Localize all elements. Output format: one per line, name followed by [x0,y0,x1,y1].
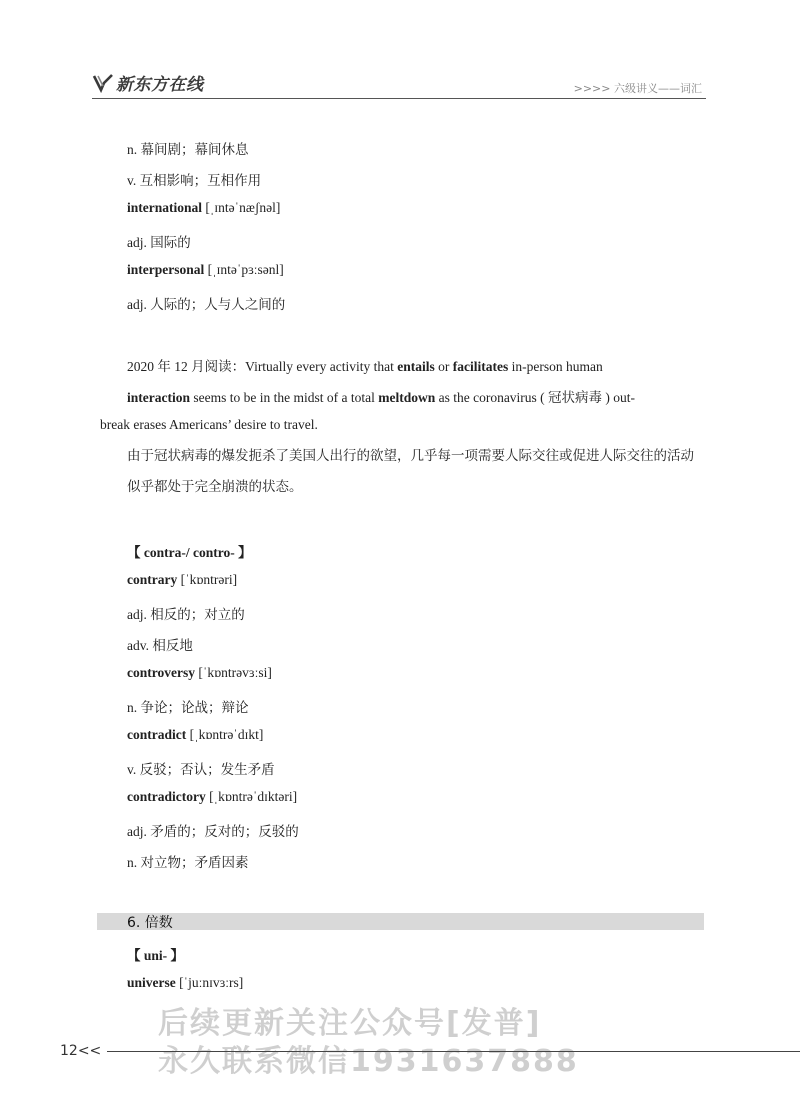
definition-line: adj. 相反的；对立的 [127,607,245,622]
headword: interpersonal [127,262,205,277]
page-number: 12<< [60,1043,102,1059]
headword: universe [127,975,176,990]
keyword: meltdown [378,390,436,405]
definition-line: adv. 相反地 [127,638,193,653]
phonetic: [ˌkɒntrəˈdɪktəri] [209,789,298,804]
headword: controversy [127,665,195,680]
page-header [92,66,706,99]
translation: 由于冠状病毒的爆发扼杀了美国人出行的欲望，几乎每一项需要人际交往或促进人际交往的活动似乎都处于完全崩溃的状态。 [127,448,694,494]
phonetic: [ˌɪntəˈpɜːsənl] [207,262,284,277]
word-entry [127,262,284,278]
keyword: interaction [127,390,190,405]
word-entry [127,572,237,588]
definition-line: n. 对立物；矛盾因素 [127,855,249,870]
headword: international [127,200,203,215]
phonetic: [ˈjuːnɪvɜːrs] [179,975,244,990]
phonetic: [ˈkɒntrəri] [180,572,238,587]
definition-line: n. 争论；论战；辩论 [127,700,249,715]
keyword: entails [397,359,435,374]
word-entry [127,975,243,991]
example-sentence-line: interaction seems to be in the midst of a total meltdown as the coronavirus ( 冠状病毒 ) out- [127,390,636,405]
phonetic: [ˌɪntəˈnæʃnəl] [205,200,281,215]
keyword: facilitates [452,359,509,374]
headword: contradict [127,727,187,742]
definition-line: adj. 人际的；人与人之间的 [127,297,286,312]
phonetic: [ˌkɒntrəˈdɪkt] [189,727,264,742]
example-sentence-line: 2020 年 12 月阅读：Virtually every activity that entails or facilitates in-person human [127,359,603,374]
headword: contradictory [127,789,206,804]
root-heading: 【 contra-/ contro- 】 [127,545,252,560]
watermark-line: 永久联系微信1931637888 [158,1044,579,1079]
section-title: 6. 倍数 [127,915,173,931]
logo [92,70,204,95]
root-heading: 【 uni- 】 [127,948,185,963]
definition-line: n. 幕间剧；幕间休息 [127,142,249,157]
word-entry [127,789,297,805]
section-label: >>>> 六级讲义——词汇 [573,82,702,95]
headword: contrary [127,572,178,587]
definition-line: v. 互相影响；互相作用 [127,173,262,188]
example-sentence-line: break erases Americans’ desire to travel. [100,417,318,432]
word-entry [127,200,280,216]
definition-line: adj. 国际的 [127,235,191,250]
definition-line: adj. 矛盾的；反对的；反驳的 [127,824,299,839]
footer-divider [107,1051,800,1052]
watermark-line: 后续更新关注公众号[发普] [158,1006,542,1041]
logo-text: 新东方在线 [116,75,204,95]
logo-icon [92,72,114,94]
section-title-bar [97,913,704,930]
definition-line: v. 反驳；否认；发生矛盾 [127,762,275,777]
word-entry [127,727,263,743]
word-entry [127,665,272,681]
phonetic: [ˈkɒntrəvɜːsi] [198,665,272,680]
